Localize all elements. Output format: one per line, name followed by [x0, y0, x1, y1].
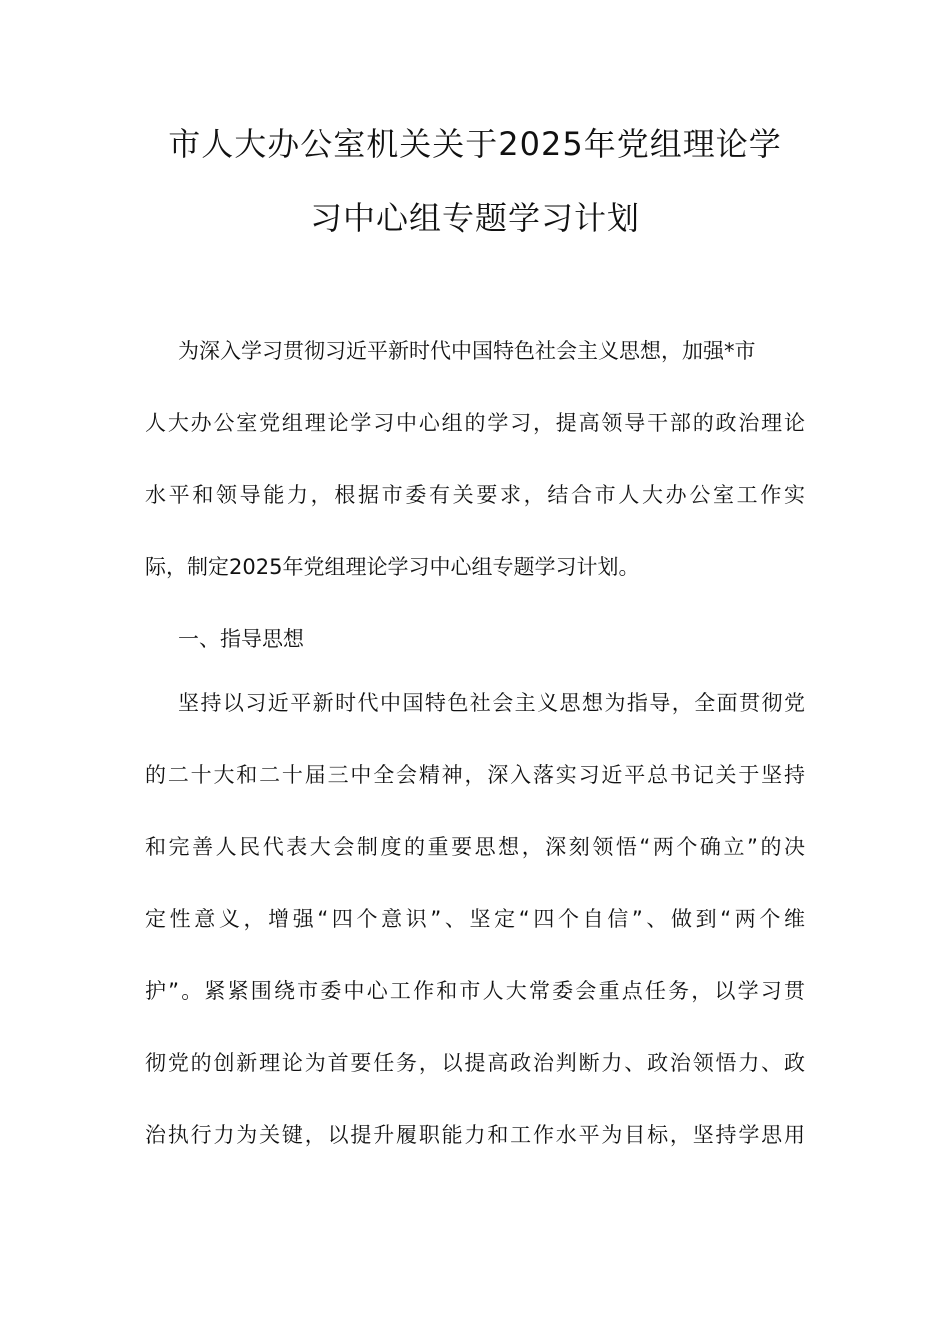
- paragraph-1-line-1: 为深入学习贯彻习近平新时代中国特色社会主义思想，加强*市: [178, 339, 756, 363]
- document-title-line-1: 市人大办公室机关关于2025年党组理论学: [168, 125, 782, 163]
- paragraph-2-line-4: 定性意义，增强“四个意识”、坚定“四个自信”、做到“两个维: [145, 907, 805, 931]
- paragraph-2-line-1: 坚持以习近平新时代中国特色社会主义思想为指导，全面贯彻党: [178, 691, 805, 715]
- document-title-line-2: 习中心组专题学习计划: [309, 199, 640, 237]
- section-heading-guiding-ideology: 一、指导思想: [178, 627, 304, 651]
- paragraph-2-line-3: 和完善人民代表大会制度的重要思想，深刻领悟“两个确立”的决: [145, 835, 805, 859]
- paragraph-2-line-6: 彻党的创新理论为首要任务，以提高政治判断力、政治领悟力、政: [145, 1051, 805, 1075]
- paragraph-1-line-4: 际，制定2025年党组理论学习中心组专题学习计划。: [145, 555, 640, 579]
- paragraph-2-line-2: 的二十大和二十届三中全会精神，深入落实习近平总书记关于坚持: [145, 763, 805, 787]
- paragraph-1-line-3: 水平和领导能力，根据市委有关要求，结合市人大办公室工作实: [145, 483, 805, 507]
- paragraph-2-line-7: 治执行力为关键，以提升履职能力和工作水平为目标，坚持学思用: [145, 1123, 805, 1147]
- paragraph-2-line-5: 护”。紧紧围绕市委中心工作和市人大常委会重点任务，以学习贯: [145, 979, 805, 1003]
- paragraph-1-line-2: 人大办公室党组理论学习中心组的学习，提高领导干部的政治理论: [145, 411, 805, 435]
